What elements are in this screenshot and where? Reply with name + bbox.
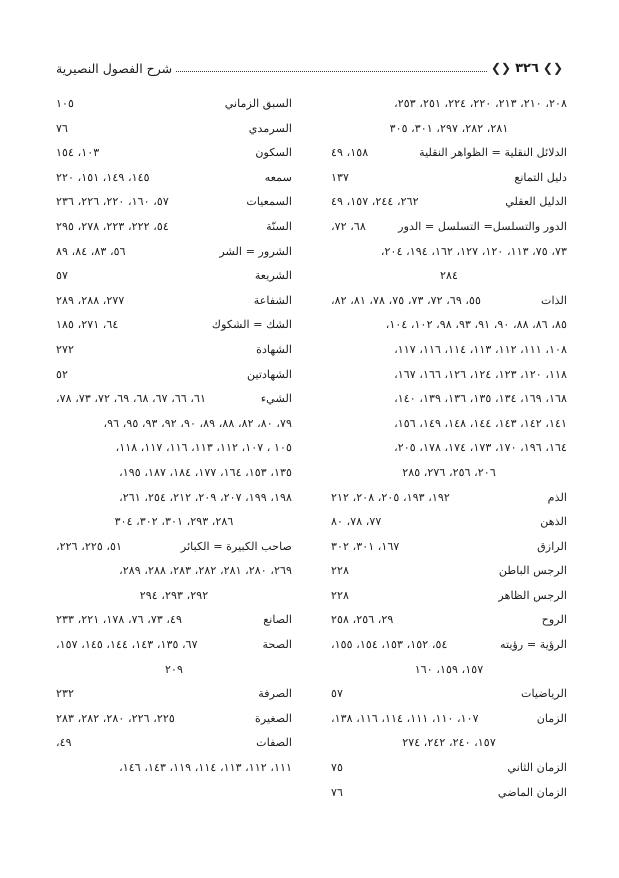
- index-term: الذات: [540, 293, 567, 307]
- index-term: سمعه: [264, 170, 292, 184]
- index-term: الزمان الثاني: [507, 761, 567, 775]
- index-page-numbers: ١٤٥، ١٤٩، ١٥١، ٢٢٠: [56, 170, 150, 184]
- index-entry: [331, 313, 567, 338]
- index-term: الصانع: [263, 613, 292, 627]
- index-page-numbers: ١٩٢، ١٩٣، ٢٠٥، ٢٠٨، ٢١٢: [331, 490, 450, 504]
- index-entry: [331, 608, 567, 633]
- index-term: الشريعة: [254, 269, 292, 283]
- index-page-numbers: ١٩٨، ١٩٩، ٢٠٧، ٢٠٩، ٢١٢، ٢٥٤، ٢٦١،: [119, 490, 292, 504]
- index-entry: [56, 338, 292, 363]
- index-entry: [331, 141, 567, 166]
- index-entry: [56, 608, 292, 633]
- index-page-numbers: ٢٠٩: [164, 662, 184, 676]
- index-page-numbers: ٥٤، ١٥٢، ١٥٣، ١٥٤، ١٥٥،: [331, 638, 448, 652]
- index-page-numbers: ٥٧: [331, 687, 344, 701]
- index-term: الرجس الظاهر: [498, 588, 567, 602]
- index-page-numbers: ٦٨، ٧٢،: [331, 219, 366, 233]
- index-page-numbers: ٧٣، ٧٥، ١١٣، ١٢٠، ١٢٧، ١٦٢، ١٩٤، ٢٠٤،: [380, 244, 567, 258]
- index-entry: [331, 117, 567, 142]
- index-term: الذهن: [540, 515, 567, 529]
- index-term: الشهادة: [256, 342, 292, 356]
- index-page-numbers: ٢٩٢، ٢٩٣، ٢٩٤: [139, 588, 209, 602]
- index-entry: [331, 731, 567, 756]
- index-entry: [56, 633, 292, 658]
- index-term: الرازق: [537, 539, 567, 553]
- index-page-numbers: ٥٧: [56, 269, 69, 283]
- index-entry: [56, 559, 292, 584]
- dotted-leader: [176, 71, 487, 72]
- index-page-numbers: ١٠٥: [56, 97, 75, 110]
- index-term: الروح: [541, 613, 567, 627]
- index-page-numbers: ٤٩،: [56, 736, 72, 750]
- index-entry: [56, 412, 292, 437]
- index-term: الرجس الباطن: [498, 564, 567, 578]
- index-entry: [56, 387, 292, 412]
- index-term: الشك = الشكوك: [211, 318, 292, 332]
- index-entry: [56, 92, 292, 117]
- index-page-numbers: ٢٠٦، ٢٥٦، ٢٧٦، ٢٨٥: [402, 465, 496, 479]
- running-header: [56, 56, 563, 80]
- index-term: الشفاعة: [253, 293, 292, 307]
- index-page-numbers: ١٦٨، ١٦٩، ١٣٤، ١٣٥، ١٣٦، ١٣٩، ١٤٠،: [394, 392, 567, 406]
- index-page-numbers: ١٥٧، ١٥٩، ١٦٠: [414, 662, 484, 676]
- index-entry: [56, 117, 292, 142]
- index-term: صاحب الكبيرة = الكبائر: [180, 539, 292, 553]
- index-page-numbers: ١١١، ١١٢، ١١٣، ١١٤، ١١٩، ١٤٣، ١٤٦،: [119, 761, 292, 775]
- index-term: الشهادتين: [246, 367, 292, 381]
- index-entry: [331, 535, 567, 560]
- index-term: الدلائل النقلية = الظواهر النقلية: [419, 146, 567, 160]
- index-term: الصحة: [262, 638, 292, 652]
- index-entry: [56, 289, 292, 314]
- index-entry: [56, 240, 292, 265]
- index-term: الزمان: [536, 711, 567, 725]
- index-entry: [56, 461, 292, 486]
- index-page-numbers: ٧٩، ٨٠، ٨٢، ٨٨، ٨٩، ٩٠، ٩٢، ٩٣، ٩٥، ٩٦،: [103, 416, 292, 430]
- index-page-numbers: ١٣٧: [331, 170, 350, 184]
- index-page-numbers: ١٠٣، ١٥٤: [56, 146, 100, 160]
- index-term: الزمان الماضي: [497, 785, 567, 799]
- index-term: الشرور = الشر: [219, 244, 292, 258]
- index-page-numbers: ١٠٨، ١١١، ١١٢، ١١٣، ١١٤، ١١٦، ١١٧،: [394, 342, 567, 356]
- index-entry: [56, 707, 292, 732]
- index-page-numbers: ١٦٤، ١٩٦، ١٧٠، ١٧٣، ١٧٤، ١٧٨، ٢٠٥،: [394, 441, 567, 455]
- index-page-numbers: ٥٧، ١٦٠، ٢٢٠، ٢٢٦، ٢٣٦: [56, 195, 169, 209]
- index-entry: [56, 584, 292, 609]
- index-term: الذم: [547, 490, 567, 504]
- index-entry: [56, 141, 292, 166]
- index-term: الشيء: [260, 392, 292, 406]
- index-entry: [331, 486, 567, 511]
- index-entry: [331, 264, 567, 289]
- index-term: السكون: [255, 146, 292, 160]
- ornament-icon: ❮❯: [490, 61, 512, 75]
- index-page-numbers: ٢٧٢: [56, 342, 75, 356]
- index-entry: [56, 190, 292, 215]
- index-page-numbers: ٥٥، ٦٩، ٧٢، ٧٣، ٧٥، ٧٨، ٨١، ٨٢،: [331, 293, 482, 307]
- index-page-numbers: ٢٨٤: [439, 269, 459, 283]
- index-entry: [56, 264, 292, 289]
- index-entry: [56, 215, 292, 240]
- index-column-right: [331, 92, 567, 822]
- index-entry: [331, 338, 567, 363]
- index-term: الصفات: [256, 736, 292, 750]
- index-term: دليل التمانع: [514, 170, 567, 184]
- index-page-numbers: ٢٦٢، ٢٤٤، ١٥٧، ٤٩: [331, 195, 419, 209]
- index-entry: [56, 731, 292, 756]
- index-entry: [331, 166, 567, 191]
- index-page-numbers: ٢٣٢: [56, 687, 75, 701]
- index-entry: [56, 535, 292, 560]
- index-term: الصرفة: [258, 687, 292, 701]
- index-entry: [331, 682, 567, 707]
- page-number: ٣٢٦: [515, 60, 539, 76]
- index-entry: [331, 707, 567, 732]
- index-entry: [56, 486, 292, 511]
- index-page-numbers: ٨٥، ٨٦، ٨٨، ٩٠، ٩١، ٩٣، ٩٨، ١٠٢، ١٠٤،: [385, 318, 567, 332]
- index-term: السبق الزماني: [224, 97, 292, 110]
- index-page-numbers: ٥٤، ٢٢٢، ٢٢٣، ٢٧٨، ٢٩٥: [56, 219, 169, 233]
- index-entry: [56, 363, 292, 388]
- index-page-numbers: ٢٨١، ٢٨٢، ٢٩٧، ٣٠١، ٣٠٥: [389, 121, 509, 135]
- index-page-numbers: ٢٦٩، ٢٨٠، ٢٨١، ٢٨٢، ٢٨٣، ٢٨٨، ٢٨٩،: [119, 564, 292, 578]
- index-page-numbers: ٦٧، ١٣٥، ١٤٣، ١٤٤، ١٤٥، ١٥٧،: [56, 638, 198, 652]
- index-entry: [331, 190, 567, 215]
- index-entry: [331, 781, 567, 806]
- index-page-numbers: ٥٦، ٨٣، ٨٤، ٨٩: [56, 244, 126, 258]
- index-entry: [56, 658, 292, 683]
- index-entry: [331, 215, 567, 240]
- index-page-numbers: ١١٨، ١٢٠، ١٢٣، ١٢٤، ١٢٦، ١٦٦، ١٦٧،: [394, 367, 567, 381]
- index-page-numbers: ٦١، ٦٦، ٦٧، ٦٨، ٦٩، ٧٢، ٧٣، ٧٨،: [56, 392, 207, 406]
- index-page-numbers: ٢٠٨، ٢١٠، ٢١٣، ٢٢٠، ٢٢٤، ٢٥١، ٢٥٣،: [394, 97, 567, 110]
- index-term: الرياضيات: [520, 687, 567, 701]
- index-page-numbers: ٧٦: [56, 121, 69, 135]
- running-title: شرح الفصول النصيرية: [56, 60, 173, 76]
- index-entry: [331, 658, 567, 683]
- index-entry: [331, 92, 567, 117]
- index-term: الدور والتسلسل= التسلسل = الدور: [398, 219, 567, 233]
- index-page-numbers: ٦٤، ٢٧١، ١٨٥: [56, 318, 119, 332]
- index-term: السرمدي: [248, 121, 292, 135]
- index-entry: [56, 313, 292, 338]
- index-page: [56, 92, 567, 822]
- index-term: الرؤية = رؤيته: [500, 638, 567, 652]
- index-entry: [56, 436, 292, 461]
- index-page-numbers: ١٠٧، ١١٠، ١١١، ١١٤، ١١٦، ١٣٨،: [331, 711, 479, 725]
- ornament-icon: ❮❯: [542, 61, 563, 75]
- index-page-numbers: ٥٢: [56, 367, 69, 381]
- index-entry: [56, 756, 292, 781]
- index-page-numbers: ١٠٥ ، ١٠٧، ١١٢، ١١٣، ١١٦، ١١٧، ١١٨،: [115, 441, 292, 455]
- index-entry: [331, 240, 567, 265]
- index-page-numbers: ٢٧٧، ٢٨٨، ٢٨٩: [56, 293, 125, 307]
- index-page-numbers: ٥١، ٢٢٥، ٢٢٦،: [56, 539, 123, 553]
- index-entry: [331, 756, 567, 781]
- index-page-numbers: ٢٢٥، ٢٢٦، ٢٨٠، ٢٨٢، ٢٨٣: [56, 711, 175, 725]
- index-entry: [331, 584, 567, 609]
- index-entry: [56, 682, 292, 707]
- index-term: الدليل العقلي: [505, 195, 567, 209]
- index-entry: [331, 510, 567, 535]
- index-term: السمعيات: [246, 195, 292, 209]
- index-term: السنّة: [266, 219, 292, 233]
- index-entry: [331, 461, 567, 486]
- index-page-numbers: ٤٩، ٧٣، ٧٦، ١٧٨، ٢٢١، ٢٣٣: [56, 613, 183, 627]
- index-page-numbers: ١٥٧، ٢٤٠، ٢٤٢، ٢٧٤: [402, 736, 496, 750]
- index-page-numbers: ١٤١، ١٤٢، ١٤٣، ١٤٤، ١٤٨، ١٤٩، ١٥٦،: [394, 416, 567, 430]
- index-page-numbers: ٢٢٨: [331, 588, 350, 602]
- index-entry: [331, 412, 567, 437]
- index-entry: [331, 436, 567, 461]
- index-entry: [56, 166, 292, 191]
- index-term: الصغيرة: [254, 711, 292, 725]
- index-page-numbers: ٧٥: [331, 761, 344, 775]
- index-page-numbers: ٢٢٨: [331, 564, 350, 578]
- index-column-left: [56, 92, 292, 822]
- index-entry: [331, 387, 567, 412]
- index-page-numbers: ٢٩، ٢٥٦، ٢٥٨: [331, 613, 394, 627]
- index-page-numbers: ١٦٧، ٣٠١، ٣٠٢: [331, 539, 400, 553]
- index-page-numbers: ٧٦: [331, 785, 344, 799]
- index-page-numbers: ١٥٨، ٤٩: [331, 146, 369, 160]
- index-entry: [331, 289, 567, 314]
- index-entry: [331, 363, 567, 388]
- index-entry: [331, 633, 567, 658]
- index-entry: [56, 510, 292, 535]
- index-page-numbers: ٧٧، ٧٨، ٨٠: [331, 515, 382, 529]
- index-page-numbers: ٢٨٦، ٢٩٣، ٣٠١، ٣٠٢، ٣٠٤: [114, 515, 234, 529]
- index-entry: [331, 559, 567, 584]
- index-page-numbers: ١٣٥، ١٥٣، ١٦٤، ١٧٧، ١٨٤، ١٨٧، ١٩٥،: [119, 465, 292, 479]
